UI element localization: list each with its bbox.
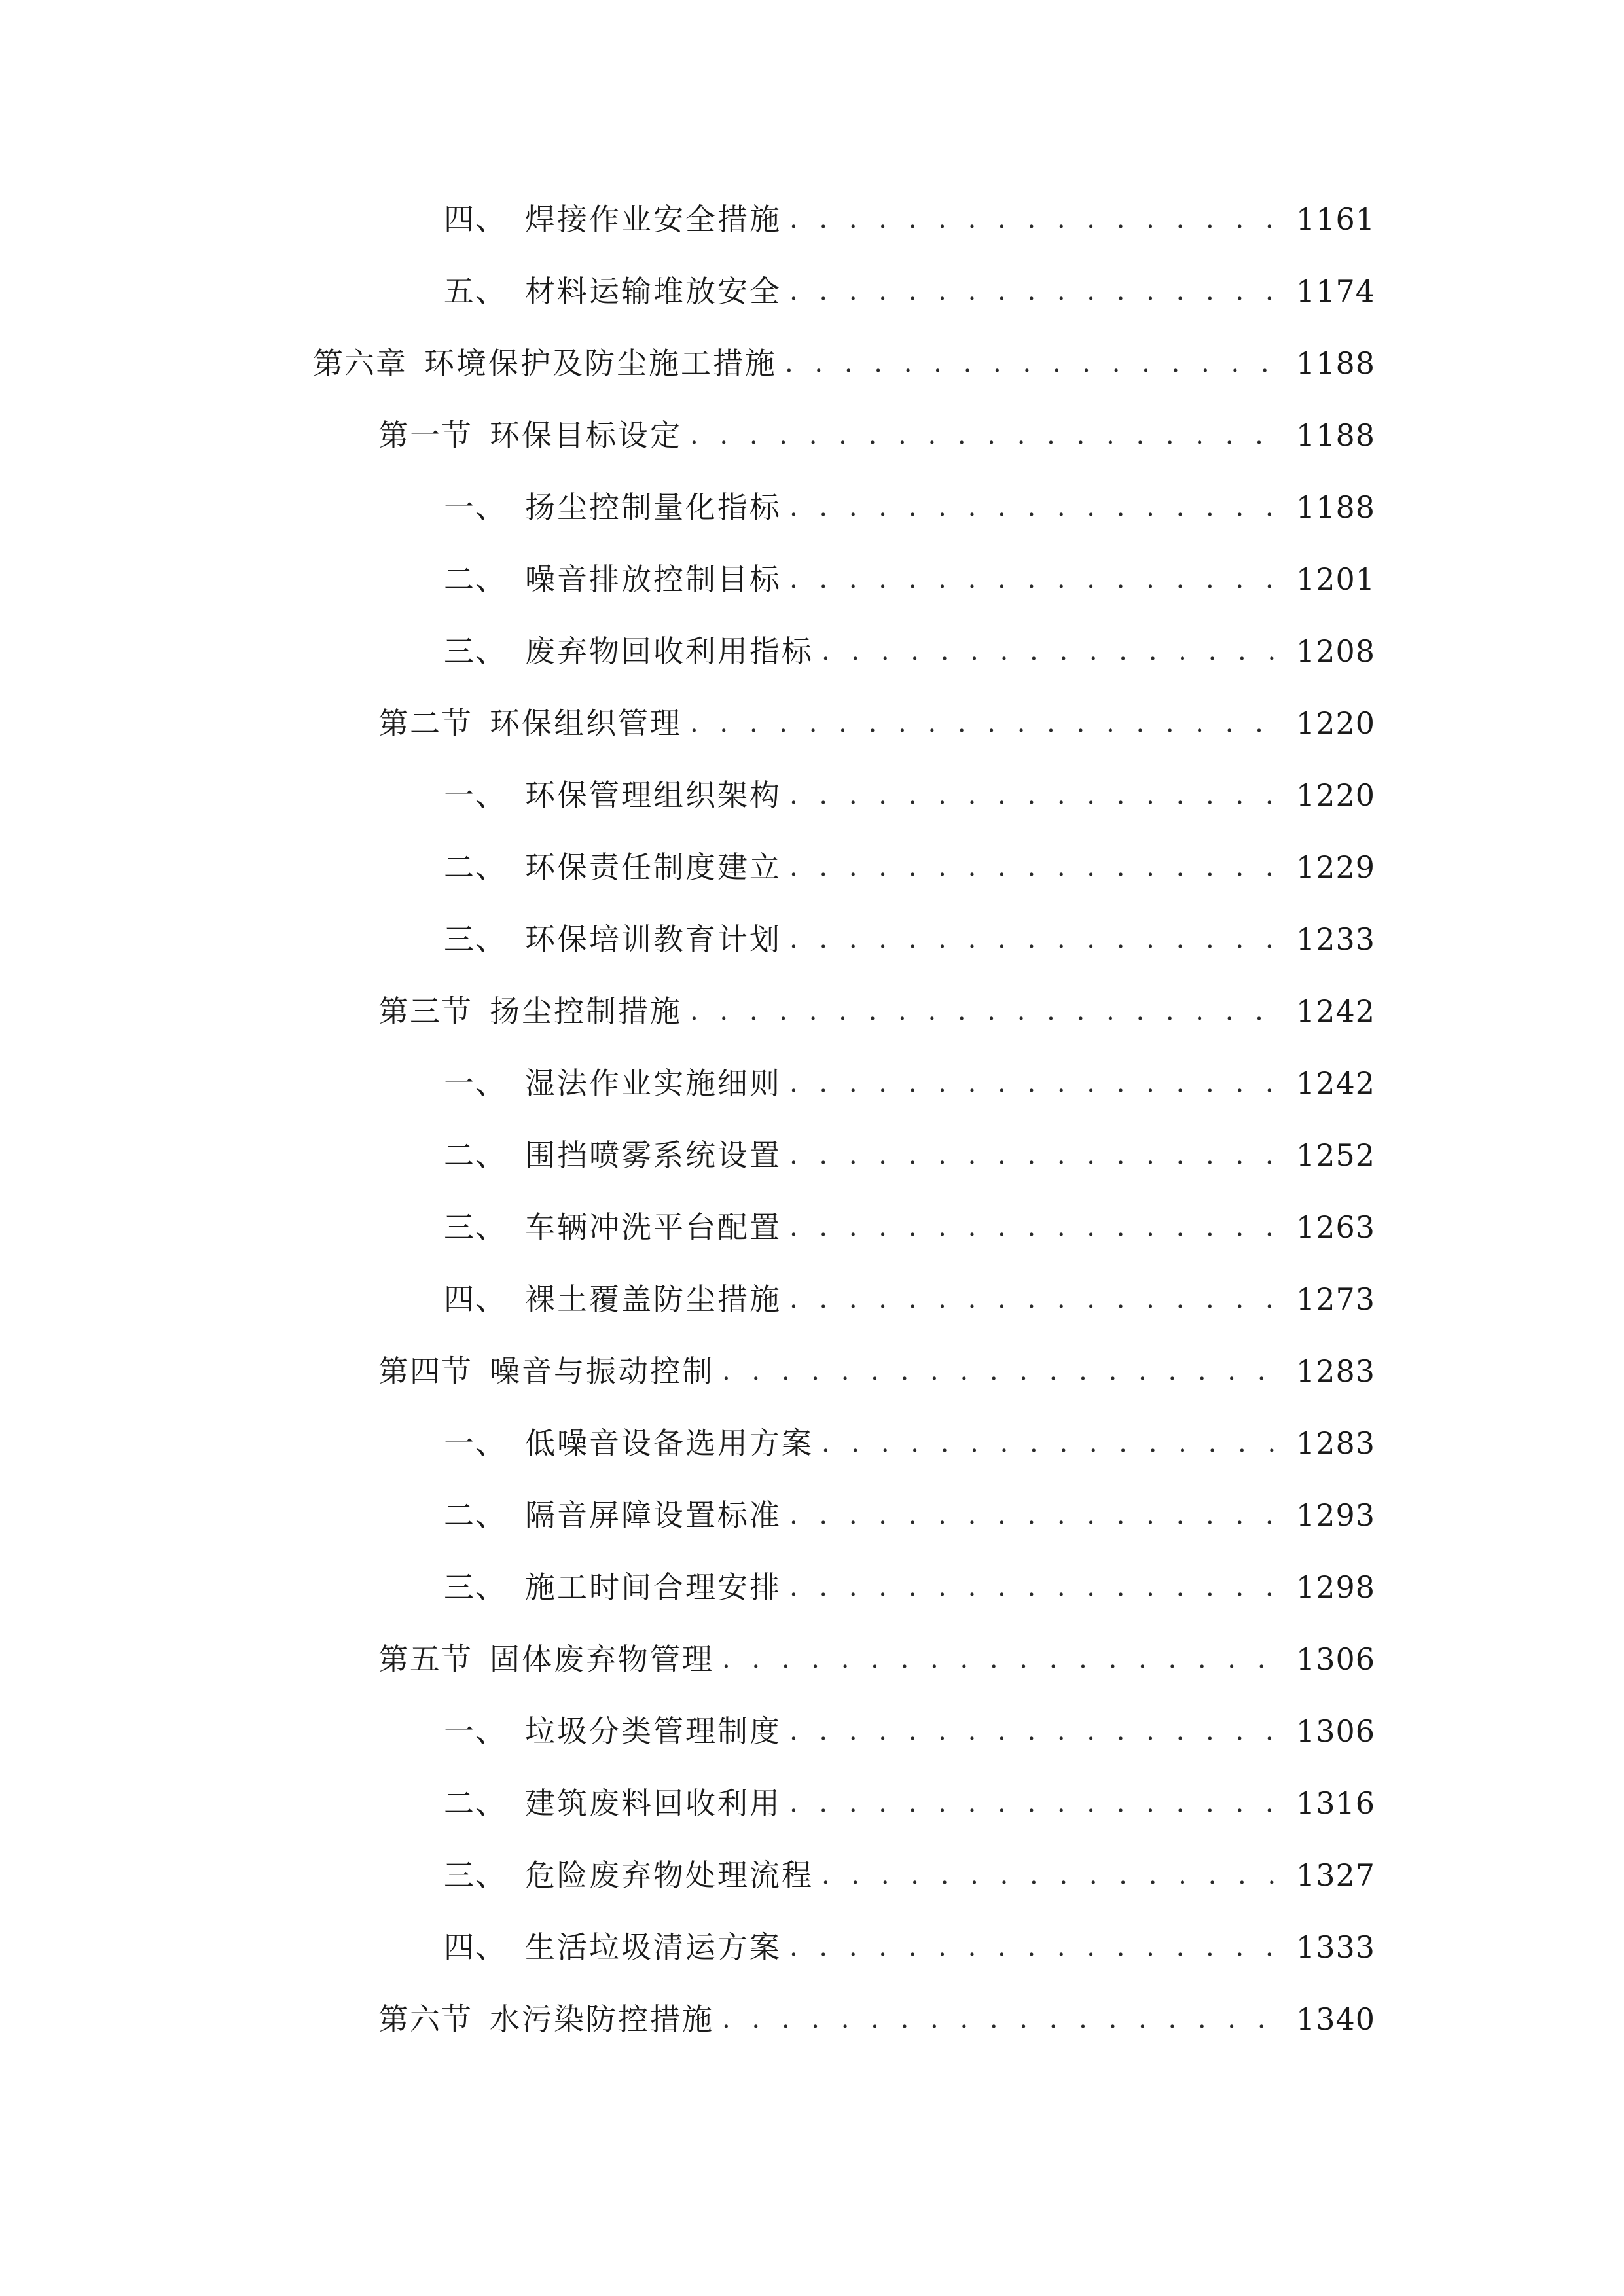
toc-entry-page: 1233 — [1295, 922, 1375, 957]
toc-entry-page: 1161 — [1295, 202, 1375, 237]
toc-entry-page: 1263 — [1295, 1210, 1375, 1245]
toc-section-entry[interactable] — [378, 1636, 1375, 1682]
toc-entry-title: 噪音排放控制目标 — [525, 562, 782, 597]
toc-entry-page: 1327 — [1295, 1857, 1375, 1893]
toc-entry-number: 一、 — [444, 778, 507, 813]
toc-entry-number: 二、 — [444, 1498, 507, 1533]
toc-entry-number: 第二节 — [378, 706, 473, 741]
toc-entry-page: 1242 — [1295, 1066, 1375, 1101]
toc-entry-title: 废弃物回收利用指标 — [525, 634, 814, 669]
toc-entry-number: 三、 — [444, 1570, 507, 1605]
toc-entry-page: 1283 — [1295, 1354, 1375, 1389]
toc-entry-number: 二、 — [444, 1785, 507, 1821]
toc-entry-number: 二、 — [444, 850, 507, 885]
toc-entry-page: 1188 — [1295, 418, 1375, 453]
toc-entry-number: 第五节 — [378, 1641, 473, 1677]
toc-dot-leader — [789, 1492, 1280, 1538]
toc-section-entry[interactable] — [378, 1348, 1375, 1394]
toc-entry-number: 二、 — [444, 1138, 507, 1173]
toc-entry-page: 1273 — [1295, 1282, 1375, 1317]
toc-dot-leader — [789, 916, 1280, 962]
toc-entry-title: 施工时间合理安排 — [525, 1570, 782, 1605]
toc-entry-page: 1188 — [1295, 490, 1375, 525]
toc-dot-leader — [789, 1060, 1280, 1106]
toc-dot-leader — [789, 1276, 1280, 1322]
toc-entry[interactable] — [444, 1492, 1375, 1538]
toc-dot-leader — [789, 772, 1280, 818]
toc-entry-page: 1306 — [1295, 1713, 1375, 1749]
toc-entry-title: 环保组织管理 — [490, 706, 682, 741]
toc-entry-title: 扬尘控制措施 — [490, 994, 682, 1029]
toc-entry-number: 三、 — [444, 1210, 507, 1245]
toc-entry-page: 1174 — [1295, 274, 1375, 309]
toc-dot-leader — [789, 268, 1280, 314]
toc-entry[interactable] — [444, 1708, 1375, 1754]
toc-entry-title: 围挡喷雾系统设置 — [525, 1138, 782, 1173]
toc-entry-number: 第六节 — [378, 2001, 473, 2037]
toc-entry-number: 第六章 — [313, 346, 407, 381]
toc-entry-title: 材料运输堆放安全 — [525, 274, 782, 309]
toc-entry[interactable] — [444, 1780, 1375, 1826]
toc-entry-page: 1293 — [1295, 1498, 1375, 1533]
toc-entry-number: 四、 — [444, 1282, 507, 1317]
toc-entry-page: 1306 — [1295, 1641, 1375, 1677]
toc-dot-leader — [722, 1996, 1280, 2042]
toc-dot-leader — [789, 196, 1280, 242]
toc-dot-leader — [789, 1780, 1280, 1826]
toc-dot-leader — [789, 1708, 1280, 1754]
toc-entry-number: 三、 — [444, 634, 507, 669]
toc-entry[interactable] — [444, 1204, 1375, 1250]
toc-section-entry[interactable] — [378, 700, 1375, 746]
toc-dot-leader — [722, 1348, 1280, 1394]
toc-entry-title: 危险废弃物处理流程 — [525, 1857, 814, 1893]
toc-dot-leader — [789, 844, 1280, 890]
toc-dot-leader — [690, 988, 1280, 1034]
toc-entry-page: 1208 — [1295, 634, 1375, 669]
toc-entry-title: 固体废弃物管理 — [490, 1641, 714, 1677]
toc-entry-page: 1229 — [1295, 850, 1375, 885]
toc-entry-page: 1298 — [1295, 1570, 1375, 1605]
toc-entry[interactable] — [444, 556, 1375, 602]
toc-entry-title: 环保培训教育计划 — [525, 922, 782, 957]
toc-entry-title: 水污染防控措施 — [490, 2001, 714, 2037]
toc-entry-page: 1242 — [1295, 994, 1375, 1029]
toc-dot-leader — [821, 628, 1280, 674]
toc-dot-leader — [789, 556, 1280, 602]
toc-dot-leader — [789, 1924, 1280, 1970]
toc-entry-title: 环保责任制度建立 — [525, 850, 782, 885]
toc-entry-page: 1333 — [1295, 1929, 1375, 1965]
toc-entry-number: 第四节 — [378, 1354, 473, 1389]
toc-entry[interactable] — [444, 1276, 1375, 1322]
toc-dot-leader — [821, 1420, 1280, 1466]
toc-dot-leader — [789, 1204, 1280, 1250]
toc-entry-title: 低噪音设备选用方案 — [525, 1426, 814, 1461]
toc-entry-number: 一、 — [444, 490, 507, 525]
toc-entry[interactable] — [444, 844, 1375, 890]
toc-entry-title: 焊接作业安全措施 — [525, 202, 782, 237]
toc-entry-page: 1252 — [1295, 1138, 1375, 1173]
toc-entry[interactable] — [444, 1132, 1375, 1178]
toc-entry-number: 五、 — [444, 274, 507, 309]
toc-entry-page: 1316 — [1295, 1785, 1375, 1821]
toc-section-entry[interactable] — [378, 412, 1375, 458]
toc-entry-title: 环保管理组织架构 — [525, 778, 782, 813]
toc-entry-title: 建筑废料回收利用 — [525, 1785, 782, 1821]
toc-dot-leader — [690, 412, 1280, 458]
toc-entry-title: 扬尘控制量化指标 — [525, 490, 782, 525]
toc-entry-number: 四、 — [444, 1929, 507, 1965]
toc-dot-leader — [722, 1636, 1280, 1682]
toc-section-entry[interactable] — [378, 1996, 1375, 2042]
toc-entry[interactable] — [444, 268, 1375, 314]
toc-entry-page: 1201 — [1295, 562, 1375, 597]
toc-entry-title: 隔音屏障设置标准 — [525, 1498, 782, 1533]
toc-entry[interactable] — [444, 196, 1375, 242]
toc-entry-page: 1283 — [1295, 1426, 1375, 1461]
toc-entry-page: 1220 — [1295, 778, 1375, 813]
toc-entry-number: 一、 — [444, 1426, 507, 1461]
toc-entry-page: 1220 — [1295, 706, 1375, 741]
toc-section-entry[interactable] — [378, 988, 1375, 1034]
toc-dot-leader — [785, 340, 1280, 386]
toc-entry[interactable] — [444, 1924, 1375, 1970]
toc-entry-title: 裸土覆盖防尘措施 — [525, 1282, 782, 1317]
toc-dot-leader — [789, 1564, 1280, 1610]
toc-entry-title: 环保目标设定 — [490, 418, 682, 453]
toc-entry-title: 生活垃圾清运方案 — [525, 1929, 782, 1965]
toc-entry-title: 湿法作业实施细则 — [525, 1066, 782, 1101]
toc-entry[interactable] — [444, 916, 1375, 962]
toc-entry[interactable] — [444, 772, 1375, 818]
toc-entry-number: 三、 — [444, 922, 507, 957]
toc-dot-leader — [789, 1132, 1280, 1178]
toc-entry-page: 1340 — [1295, 2001, 1375, 2037]
toc-entry-number: 一、 — [444, 1713, 507, 1749]
toc-entry-page: 1188 — [1295, 346, 1375, 381]
toc-entry[interactable] — [444, 628, 1375, 674]
toc-entry-number: 三、 — [444, 1857, 507, 1893]
toc-entry[interactable] — [444, 1060, 1375, 1106]
toc-entry-title: 车辆冲洗平台配置 — [525, 1210, 782, 1245]
toc-entry[interactable] — [444, 484, 1375, 530]
toc-entry[interactable] — [444, 1564, 1375, 1610]
toc-entry[interactable] — [444, 1852, 1375, 1898]
toc-chapter-entry[interactable] — [313, 340, 1375, 386]
toc-entry-title: 垃圾分类管理制度 — [525, 1713, 782, 1749]
toc-entry-number: 第三节 — [378, 994, 473, 1029]
toc-dot-leader — [789, 484, 1280, 530]
toc-dot-leader — [690, 700, 1280, 746]
toc-entry-number: 二、 — [444, 562, 507, 597]
toc-entry-number: 第一节 — [378, 418, 473, 453]
toc-entry[interactable] — [444, 1420, 1375, 1466]
toc-dot-leader — [821, 1852, 1280, 1898]
toc-entry-title: 噪音与振动控制 — [490, 1354, 714, 1389]
toc-entry-number: 四、 — [444, 202, 507, 237]
toc-entry-number: 一、 — [444, 1066, 507, 1101]
toc-entry-title: 环境保护及防尘施工措施 — [424, 346, 777, 381]
